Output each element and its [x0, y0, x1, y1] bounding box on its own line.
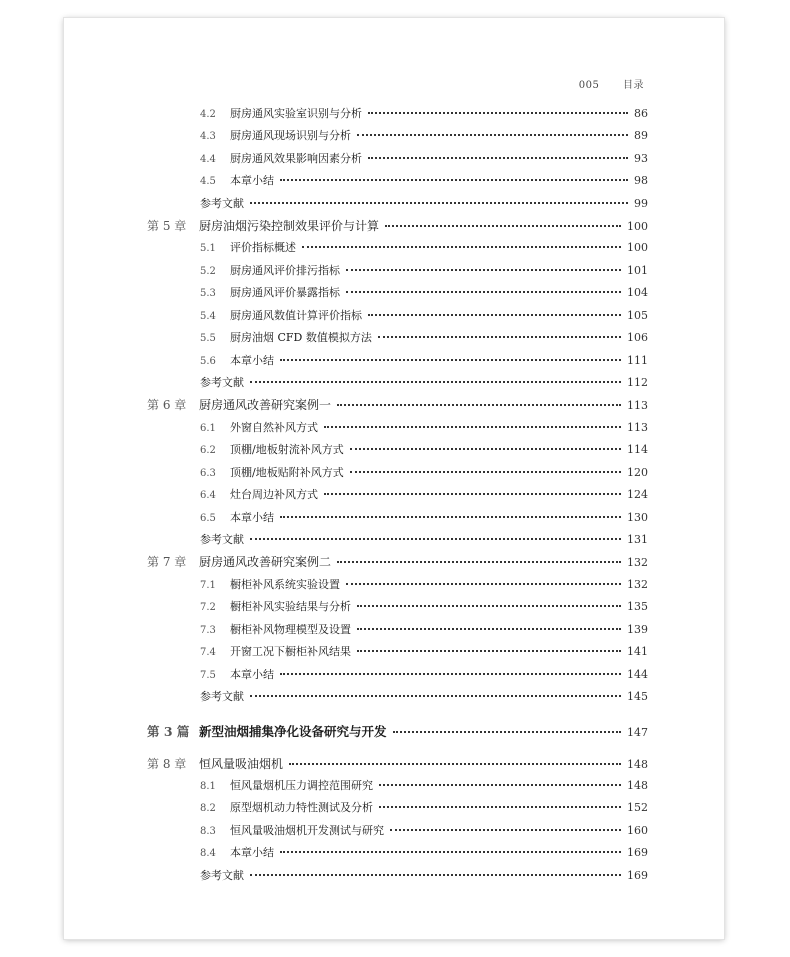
- toc-entry-title: 厨房通风改善研究案例二: [199, 555, 332, 569]
- toc-entry-title: 厨房通风现场识别与分析: [230, 129, 351, 142]
- toc-entry-number: 第 6 章: [147, 398, 187, 412]
- toc-entry-number: 第 5 章: [147, 219, 187, 233]
- toc-entry-title: 厨房油烟 CFD 数值模拟方法: [230, 331, 372, 344]
- toc-entry-title: 厨房通风评价暴露指标: [230, 286, 340, 299]
- toc-entry-number: 5.4: [200, 311, 216, 322]
- dot-leader: [346, 269, 621, 271]
- toc-entry-title: 顶棚/地板射流补风方式: [230, 443, 344, 456]
- toc-entry-page: 132: [627, 578, 648, 591]
- dot-leader: [250, 874, 621, 876]
- toc-references-entry[interactable]: [200, 374, 648, 394]
- toc-entry-number: 7.3: [200, 625, 216, 636]
- toc-entry-title: 橱柜补风物理模型及设置: [230, 623, 351, 636]
- toc-entry-title: 厨房通风实验室识别与分析: [230, 107, 362, 120]
- toc-entry-title: 参考文献: [200, 197, 244, 210]
- dot-leader: [250, 695, 621, 697]
- toc-entry-page: 132: [627, 556, 648, 569]
- toc-section-entry[interactable]: [200, 621, 648, 641]
- toc-section-entry[interactable]: [200, 486, 648, 506]
- toc-entry-page: 169: [627, 869, 648, 882]
- toc-entry-page: 100: [627, 241, 648, 254]
- toc-entry-number: 第 7 章: [147, 555, 187, 569]
- toc-entry-number: 6.2: [200, 445, 216, 456]
- dot-leader: [357, 605, 621, 607]
- dot-leader: [324, 426, 621, 428]
- toc-entry-number: 第 8 章: [147, 757, 187, 771]
- toc-entry-page: 98: [634, 174, 648, 187]
- dot-leader: [280, 359, 621, 361]
- dot-leader: [337, 404, 621, 406]
- toc-entry-title: 橱柜补风系统实验设置: [230, 578, 340, 591]
- toc-section-entry[interactable]: [200, 666, 648, 686]
- toc-entry-title: 参考文献: [200, 533, 244, 546]
- toc-entry-page: 160: [627, 824, 648, 837]
- toc-section-entry[interactable]: [200, 844, 648, 864]
- toc-section-entry[interactable]: [200, 509, 648, 529]
- dot-leader: [250, 202, 628, 204]
- toc-entry-page: 169: [627, 846, 648, 859]
- toc-section-entry[interactable]: [200, 239, 648, 259]
- toc-entry-number: 7.4: [200, 647, 216, 658]
- dot-leader: [379, 806, 621, 808]
- toc-entry-title: 本章小结: [230, 511, 274, 524]
- toc-entry-page: 152: [627, 801, 648, 814]
- toc-entry-page: 120: [627, 466, 648, 479]
- dot-leader: [280, 179, 628, 181]
- toc-section-entry[interactable]: [200, 464, 648, 484]
- toc-entry-page: 113: [627, 399, 648, 412]
- toc-entry-page: 135: [627, 600, 648, 613]
- dot-leader: [250, 538, 621, 540]
- toc-entry-page: 111: [627, 354, 648, 367]
- toc-section-entry[interactable]: [200, 576, 648, 596]
- toc-entry-page: 148: [627, 779, 648, 792]
- toc-entry-title: 评价指标概述: [230, 241, 296, 254]
- toc-entry-title: 参考文献: [200, 690, 244, 703]
- toc-entry-title: 参考文献: [200, 869, 244, 882]
- toc-entry-page: 89: [634, 129, 648, 142]
- dot-leader: [324, 493, 621, 495]
- header-section-title: 目录: [623, 80, 644, 91]
- toc-entry-page: 93: [634, 152, 648, 165]
- header-page-number: 005: [578, 80, 600, 91]
- toc-section-entry[interactable]: [200, 284, 648, 304]
- toc-entry-title: 原型烟机动力特性测试及分析: [230, 801, 373, 814]
- toc-section-entry[interactable]: [200, 262, 648, 282]
- toc-entry-title: 恒风量吸油烟机开发测试与研究: [230, 824, 384, 837]
- dot-leader: [350, 471, 621, 473]
- toc-entry-number: 6.4: [200, 490, 216, 501]
- toc-entry-page: 104: [627, 286, 648, 299]
- dot-leader: [350, 448, 621, 450]
- toc-part-entry[interactable]: [147, 722, 648, 742]
- toc-entry-page: 99: [634, 197, 648, 210]
- toc-entry-number: 4.2: [200, 109, 216, 120]
- toc-section-entry[interactable]: [200, 598, 648, 618]
- toc-entry-number: 4.5: [200, 176, 216, 187]
- toc-entry-number: 4.4: [200, 154, 216, 165]
- toc-entry-number: 8.1: [200, 781, 216, 792]
- toc-section-entry[interactable]: [200, 172, 648, 192]
- toc-entry-title: 厨房通风数值计算评价指标: [230, 309, 362, 322]
- toc-section-entry[interactable]: [200, 307, 648, 327]
- toc-section-entry[interactable]: [200, 105, 648, 125]
- toc-references-entry[interactable]: [200, 195, 648, 215]
- toc-entry-number: 4.3: [200, 131, 216, 142]
- dot-leader: [357, 134, 628, 136]
- toc-chapter-entry[interactable]: [147, 217, 648, 237]
- dot-leader: [368, 314, 621, 316]
- toc-entry-title: 新型油烟捕集净化设备研究与开发: [199, 724, 387, 739]
- dot-leader: [346, 583, 621, 585]
- toc-entry-page: 130: [627, 511, 648, 524]
- toc-entry-page: 145: [627, 690, 648, 703]
- toc-section-entry[interactable]: [200, 150, 648, 170]
- toc-entry-page: 86: [634, 107, 648, 120]
- toc-entry-page: 112: [627, 376, 648, 389]
- toc-entry-title: 厨房通风评价排污指标: [230, 264, 340, 277]
- toc-entry-title: 顶棚/地板贴附补风方式: [230, 466, 344, 479]
- toc-entry-number: 8.3: [200, 826, 216, 837]
- dot-leader: [378, 336, 621, 338]
- dot-leader: [393, 731, 621, 733]
- toc-entry-title: 恒风量烟机压力调控范围研究: [230, 779, 373, 792]
- toc-entry-page: 106: [627, 331, 648, 344]
- toc-chapter-entry[interactable]: [147, 553, 648, 573]
- toc-entry-page: 124: [627, 488, 648, 501]
- toc-entry-title: 本章小结: [230, 354, 274, 367]
- toc-entry-number: 6.5: [200, 513, 216, 524]
- toc-entry-title: 恒风量吸油烟机: [199, 757, 284, 771]
- toc-chapter-entry[interactable]: [147, 396, 648, 416]
- toc-entry-page: 141: [627, 645, 648, 658]
- toc-entry-title: 灶台周边补风方式: [230, 488, 318, 501]
- running-header: [579, 76, 644, 91]
- toc-section-entry[interactable]: [200, 441, 648, 461]
- toc-entry-number: 6.3: [200, 468, 216, 479]
- toc-entry-title: 厨房油烟污染控制效果评价与计算: [199, 219, 380, 233]
- toc-entry-page: 131: [627, 533, 648, 546]
- toc-entry-page: 147: [627, 726, 648, 739]
- dot-leader: [250, 381, 621, 383]
- toc-entry-page: 139: [627, 623, 648, 636]
- toc-entry-number: 5.6: [200, 356, 216, 367]
- toc-section-entry[interactable]: [200, 352, 648, 372]
- toc-entry-page: 101: [627, 264, 648, 277]
- toc-entry-number: 8.4: [200, 848, 216, 859]
- toc-entry-title: 本章小结: [230, 668, 274, 681]
- dot-leader: [385, 225, 621, 227]
- toc-entry-title: 厨房通风改善研究案例一: [199, 398, 332, 412]
- toc-entry-number: 8.2: [200, 803, 216, 814]
- toc-entry-number: 7.5: [200, 670, 216, 681]
- dot-leader: [368, 112, 628, 114]
- toc-section-entry[interactable]: [200, 822, 648, 842]
- dot-leader: [280, 673, 621, 675]
- toc-entry-page: 105: [627, 309, 648, 322]
- dot-leader: [379, 784, 621, 786]
- toc-entry-title: 厨房通风效果影响因素分析: [230, 152, 362, 165]
- dot-leader: [357, 628, 621, 630]
- toc-entry-number: 5.5: [200, 333, 216, 344]
- toc-section-entry[interactable]: [200, 643, 648, 663]
- toc-entry-number: 5.3: [200, 288, 216, 299]
- dot-leader: [357, 650, 621, 652]
- toc-entry-title: 参考文献: [200, 376, 244, 389]
- toc-entry-page: 114: [627, 443, 648, 456]
- toc-references-entry[interactable]: [200, 867, 648, 887]
- toc-entry-page: 144: [627, 668, 648, 681]
- dot-leader: [280, 516, 621, 518]
- toc-chapter-entry[interactable]: [147, 755, 648, 775]
- dot-leader: [280, 851, 621, 853]
- toc-entry-title: 本章小结: [230, 846, 274, 859]
- dot-leader: [368, 157, 628, 159]
- toc-section-entry[interactable]: [200, 777, 648, 797]
- toc-references-entry[interactable]: [200, 688, 648, 708]
- dot-leader: [289, 763, 621, 765]
- toc-entry-title: 橱柜补风实验结果与分析: [230, 600, 351, 613]
- toc-entry-title: 开窗工况下橱柜补风结果: [230, 645, 351, 658]
- toc-entry-number: 5.1: [200, 243, 216, 254]
- dot-leader: [390, 829, 621, 831]
- toc-entry-number: 第 3 篇: [147, 724, 190, 739]
- toc-entry-page: 100: [627, 220, 648, 233]
- toc-entry-number: 6.1: [200, 423, 216, 434]
- toc-section-entry[interactable]: [200, 127, 648, 147]
- toc-entry-page: 148: [627, 758, 648, 771]
- toc-entry-number: 5.2: [200, 266, 216, 277]
- toc-references-entry[interactable]: [200, 531, 648, 551]
- toc-section-entry[interactable]: [200, 419, 648, 439]
- dot-leader: [302, 246, 621, 248]
- toc-entry-title: 本章小结: [230, 174, 274, 187]
- toc-section-entry[interactable]: [200, 799, 648, 819]
- book-page: [64, 18, 724, 939]
- toc-entry-page: 113: [627, 421, 648, 434]
- dot-leader: [346, 291, 621, 293]
- toc-entry-title: 外窗自然补风方式: [230, 421, 318, 434]
- dot-leader: [337, 561, 621, 563]
- toc-section-entry[interactable]: [200, 329, 648, 349]
- toc-entry-number: 7.1: [200, 580, 216, 591]
- toc-entry-number: 7.2: [200, 602, 216, 613]
